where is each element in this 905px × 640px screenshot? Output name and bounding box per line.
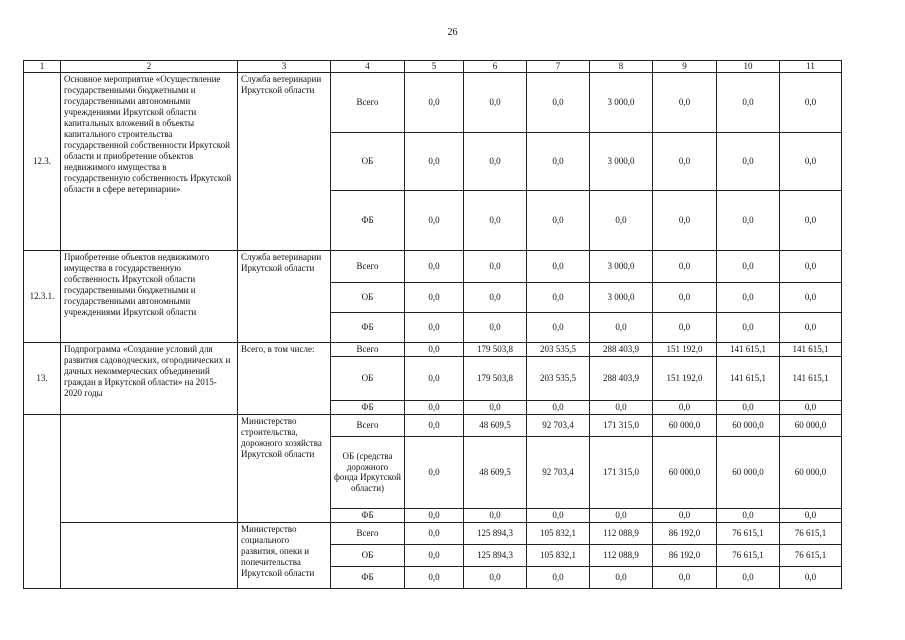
value-cell: 3 000,0: [590, 132, 653, 190]
value-cell: 0,0: [464, 508, 527, 522]
row-code: 12.3.: [24, 72, 61, 250]
value-cell: 86 192,0: [653, 544, 717, 566]
value-cell: 203 535,5: [527, 356, 590, 400]
value-cell: 48 609,5: [464, 414, 527, 436]
value-cell: 0,0: [405, 342, 464, 356]
funding-source: ОБ: [331, 544, 405, 566]
value-cell: 0,0: [780, 566, 842, 588]
value-cell: 0,0: [405, 436, 464, 508]
funding-source: ФБ: [331, 312, 405, 342]
executor-cell: Всего, в том числе:: [238, 342, 331, 414]
value-cell: 0,0: [464, 132, 527, 190]
value-cell: 0,0: [527, 132, 590, 190]
executor-cell: Министерство строительства, дорожного хозяйства Иркутской области: [238, 414, 331, 522]
value-cell: 0,0: [590, 508, 653, 522]
funding-source: ОБ: [331, 132, 405, 190]
table-row: [24, 342, 842, 356]
value-cell: 3 000,0: [590, 72, 653, 132]
column-header: 5: [405, 61, 464, 73]
value-cell: 0,0: [405, 522, 464, 544]
value-cell: 60 000,0: [780, 436, 842, 508]
value-cell: 0,0: [527, 282, 590, 312]
value-cell: 0,0: [405, 312, 464, 342]
value-cell: 0,0: [780, 190, 842, 250]
value-cell: 141 615,1: [717, 342, 780, 356]
column-header: 7: [527, 61, 590, 73]
value-cell: 60 000,0: [717, 414, 780, 436]
column-header: 1: [24, 61, 61, 73]
value-cell: 86 192,0: [653, 522, 717, 544]
value-cell: 0,0: [527, 250, 590, 282]
column-header: 9: [653, 61, 717, 73]
funding-source: Всего: [331, 522, 405, 544]
value-cell: 92 703,4: [527, 436, 590, 508]
value-cell: 0,0: [780, 72, 842, 132]
value-cell: 0,0: [717, 282, 780, 312]
value-cell: 76 615,1: [717, 522, 780, 544]
column-header: 11: [780, 61, 842, 73]
value-cell: 0,0: [653, 250, 717, 282]
empty-cell: [24, 414, 61, 588]
value-cell: 60 000,0: [780, 414, 842, 436]
value-cell: 179 503,8: [464, 342, 527, 356]
value-cell: 171 315,0: [590, 436, 653, 508]
value-cell: 0,0: [405, 250, 464, 282]
value-cell: 141 615,1: [717, 356, 780, 400]
value-cell: 0,0: [464, 72, 527, 132]
value-cell: 0,0: [527, 400, 590, 414]
value-cell: 0,0: [717, 566, 780, 588]
value-cell: 92 703,4: [527, 414, 590, 436]
value-cell: 0,0: [717, 72, 780, 132]
value-cell: 0,0: [527, 190, 590, 250]
value-cell: 0,0: [464, 312, 527, 342]
value-cell: 0,0: [653, 400, 717, 414]
value-cell: 0,0: [405, 356, 464, 400]
value-cell: 0,0: [405, 508, 464, 522]
value-cell: 0,0: [717, 190, 780, 250]
value-cell: 3 000,0: [590, 282, 653, 312]
funding-source: ОБ: [331, 282, 405, 312]
value-cell: 151 192,0: [653, 356, 717, 400]
value-cell: 48 609,5: [464, 436, 527, 508]
value-cell: 0,0: [464, 400, 527, 414]
value-cell: 0,0: [653, 72, 717, 132]
value-cell: 0,0: [527, 566, 590, 588]
value-cell: 112 088,9: [590, 522, 653, 544]
row-code: 13.: [24, 342, 61, 414]
value-cell: 0,0: [780, 400, 842, 414]
value-cell: 3 000,0: [590, 250, 653, 282]
value-cell: 112 088,9: [590, 544, 653, 566]
value-cell: 179 503,8: [464, 356, 527, 400]
value-cell: 0,0: [464, 566, 527, 588]
table-row: [24, 72, 842, 132]
row-title: Основное мероприятие «Осуществление государственными бюджетными и государственными автономными учреждениями Иркутской области капитальных вложений в объекты капитального строительства государственной собственности Иркутской области и приобретение объектов недвижимого имущества в государственную собственность Иркутской области в сфере ветеринарии»: [61, 72, 238, 250]
value-cell: 0,0: [717, 132, 780, 190]
table-row: [24, 250, 842, 282]
column-header: 3: [238, 61, 331, 73]
value-cell: 171 315,0: [590, 414, 653, 436]
budget-table: [23, 60, 842, 589]
value-cell: 0,0: [405, 400, 464, 414]
value-cell: 125 894,3: [464, 544, 527, 566]
value-cell: 0,0: [590, 400, 653, 414]
column-header: 4: [331, 61, 405, 73]
value-cell: 0,0: [653, 312, 717, 342]
value-cell: 288 403,9: [590, 342, 653, 356]
funding-source: ФБ: [331, 508, 405, 522]
value-cell: 141 615,1: [780, 342, 842, 356]
value-cell: 288 403,9: [590, 356, 653, 400]
executor-cell: Служба ветеринарии Иркутской области: [238, 72, 331, 250]
value-cell: 0,0: [653, 508, 717, 522]
value-cell: 0,0: [405, 566, 464, 588]
value-cell: 0,0: [780, 250, 842, 282]
value-cell: 0,0: [405, 190, 464, 250]
value-cell: 203 535,5: [527, 342, 590, 356]
column-header: 2: [61, 61, 238, 73]
funding-source: Всего: [331, 250, 405, 282]
value-cell: 151 192,0: [653, 342, 717, 356]
value-cell: 76 615,1: [717, 544, 780, 566]
value-cell: 0,0: [653, 566, 717, 588]
value-cell: 0,0: [780, 132, 842, 190]
value-cell: 0,0: [527, 508, 590, 522]
value-cell: 60 000,0: [717, 436, 780, 508]
row-title: Подпрограмма «Создание условий для развития садоводческих, огороднических и дачных некоммерческих объединений граждан в Иркутской области» на 2015-2020 годы: [61, 342, 238, 414]
row-code: 12.3.1.: [24, 250, 61, 342]
value-cell: 0,0: [405, 132, 464, 190]
column-header: 10: [717, 61, 780, 73]
executor-cell: Служба ветеринарии Иркутской области: [238, 250, 331, 342]
value-cell: 0,0: [653, 190, 717, 250]
page-number: 26: [447, 27, 458, 38]
column-header: 6: [464, 61, 527, 73]
funding-source: ФБ: [331, 190, 405, 250]
value-cell: 0,0: [590, 190, 653, 250]
funding-source: ФБ: [331, 400, 405, 414]
value-cell: 105 832,1: [527, 522, 590, 544]
row-title: Приобретение объектов недвижимого имущества в государственную собственность Иркутской области государственными бюджетными и государственными автономными учреждениями Иркутской области: [61, 250, 238, 342]
funding-source: Всего: [331, 342, 405, 356]
funding-source: ОБ (средства дорожного фонда Иркутской области): [331, 436, 405, 508]
funding-source: Всего: [331, 414, 405, 436]
funding-source: ОБ: [331, 356, 405, 400]
column-number-row: [24, 61, 842, 73]
value-cell: 76 615,1: [780, 522, 842, 544]
value-cell: 0,0: [780, 312, 842, 342]
value-cell: 125 894,3: [464, 522, 527, 544]
column-header: 8: [590, 61, 653, 73]
value-cell: 0,0: [405, 72, 464, 132]
value-cell: 0,0: [405, 544, 464, 566]
empty-cell: [61, 522, 238, 588]
value-cell: 0,0: [717, 250, 780, 282]
empty-cell: [61, 414, 238, 522]
value-cell: 0,0: [405, 414, 464, 436]
funding-source: Всего: [331, 72, 405, 132]
value-cell: 105 832,1: [527, 544, 590, 566]
executor-cell: Министерство социального развития, опеки и попечительства Иркутской области: [238, 522, 331, 588]
value-cell: 0,0: [464, 250, 527, 282]
value-cell: 0,0: [653, 132, 717, 190]
value-cell: 141 615,1: [780, 356, 842, 400]
value-cell: 0,0: [590, 566, 653, 588]
value-cell: 0,0: [527, 312, 590, 342]
value-cell: 60 000,0: [653, 414, 717, 436]
value-cell: 0,0: [780, 508, 842, 522]
table-row: [24, 414, 842, 436]
value-cell: 0,0: [780, 282, 842, 312]
value-cell: 0,0: [590, 312, 653, 342]
value-cell: 0,0: [464, 190, 527, 250]
value-cell: 76 615,1: [780, 544, 842, 566]
value-cell: 0,0: [464, 282, 527, 312]
table-row: [24, 522, 842, 544]
funding-source: ФБ: [331, 566, 405, 588]
value-cell: 0,0: [405, 282, 464, 312]
value-cell: 0,0: [717, 312, 780, 342]
value-cell: 0,0: [717, 508, 780, 522]
value-cell: 0,0: [527, 72, 590, 132]
value-cell: 0,0: [653, 282, 717, 312]
value-cell: 60 000,0: [653, 436, 717, 508]
value-cell: 0,0: [717, 400, 780, 414]
